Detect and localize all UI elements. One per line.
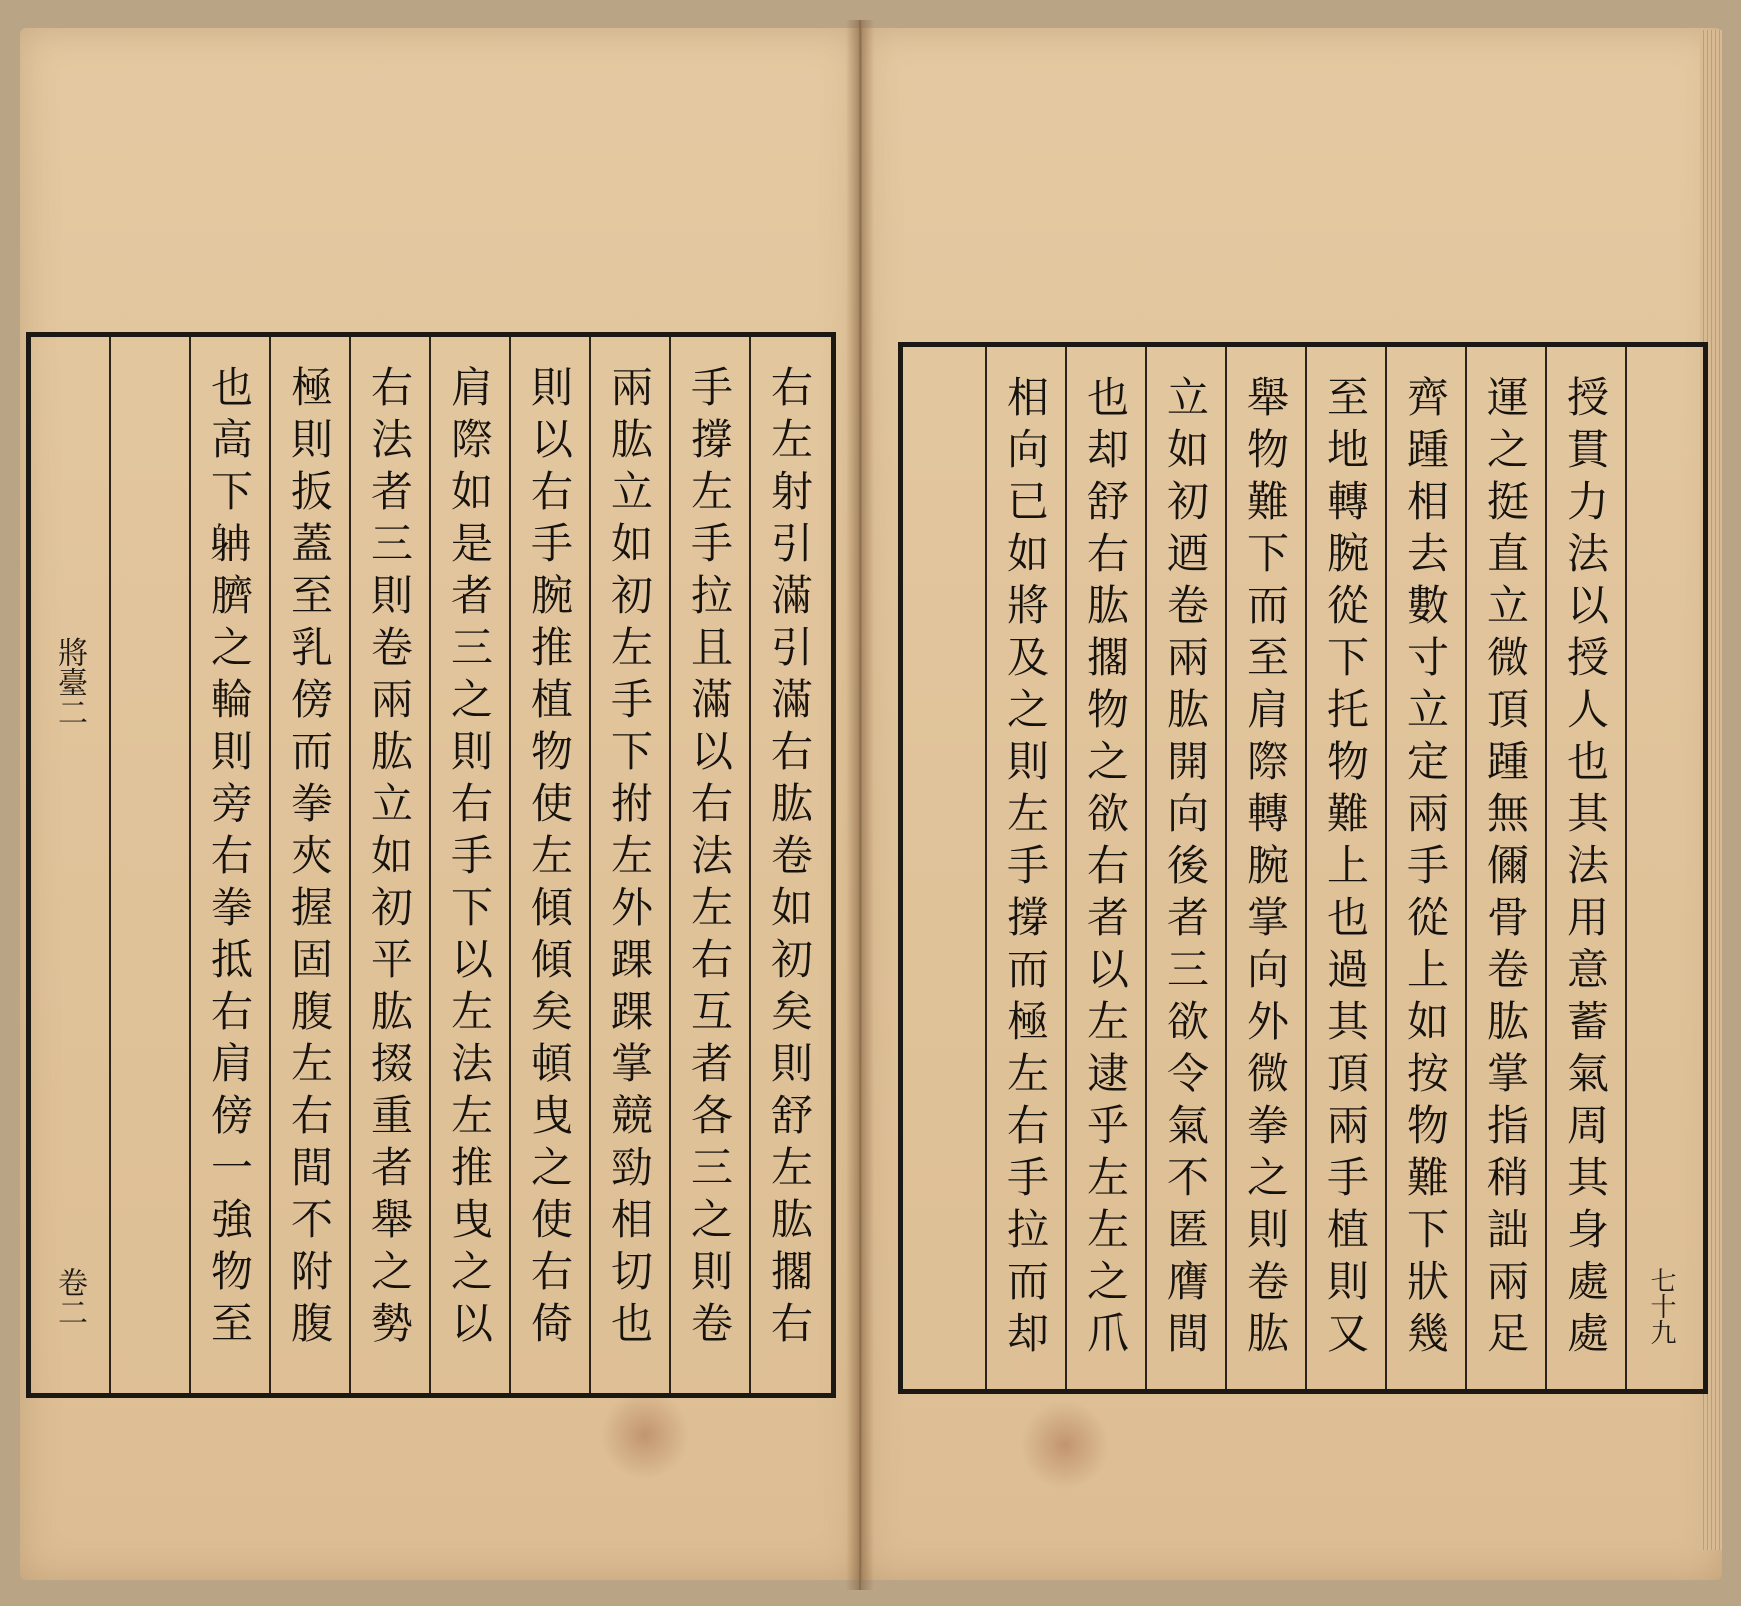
stain-mark	[600, 1390, 690, 1480]
text-column-5: 舉物難下而至肩際轉腕掌向外微拳之則卷肱	[1241, 375, 1290, 1363]
text-column-4: 至地轉腕從下托物難上也過其頂兩手植則又	[1321, 375, 1370, 1363]
text-column-3: 齊踵相去數寸立定兩手從上如按物難下狀幾	[1401, 375, 1450, 1363]
text-column-4: 則以右手腕推植物使左傾傾矣頓曳之使右倚	[525, 365, 574, 1353]
text-column-1: 右左射引滿引滿右肱卷如初矣則舒左肱擱右	[765, 365, 814, 1353]
text-column-5: 肩際如是者三之則右手下以左法左推曳之以	[445, 365, 494, 1353]
column-rule	[1625, 347, 1627, 1389]
margin-title: 將臺二	[52, 637, 87, 727]
text-column-6: 立如初迺卷兩肱開向後者三欲令氣不匿膺間	[1161, 375, 1210, 1363]
right-text-frame	[898, 342, 1708, 1394]
text-column-8: 也高下𨈭臍之輪則旁右拳抵右肩傍一強物至	[205, 365, 254, 1353]
text-column-8: 相向已如將及之則左手撐而極左右手拉而却	[1001, 375, 1050, 1363]
text-column-2: 手撐左手拉且滿以右法左右互者各三之則卷	[685, 365, 734, 1353]
stain-mark	[1020, 1400, 1110, 1490]
left-text-frame	[26, 332, 836, 1398]
text-column-7: 也却舒右肱擱物之欲右者以左逮乎左左之爪	[1081, 375, 1130, 1363]
text-column-2: 運之挺直立微頂踵無儞骨卷肱掌指稍詘兩足	[1481, 375, 1530, 1363]
column-rule	[109, 337, 111, 1393]
book-gutter	[846, 20, 874, 1590]
text-column-1: 授貫力法以授人也其法用意蓄氣周其身處處	[1561, 375, 1610, 1363]
folio-number: 七十九	[1646, 1267, 1676, 1345]
margin-volume: 卷二	[52, 1267, 87, 1327]
text-column-6: 右法者三則卷兩肱立如初平肱掇重者舉之勢	[365, 365, 414, 1353]
text-column-3: 兩肱立如初左手下拊左外踝踝掌競勁相切也	[605, 365, 654, 1353]
text-column-7: 極則扳蓋至乳傍而拳夾握固腹左右間不附腹	[285, 365, 334, 1353]
